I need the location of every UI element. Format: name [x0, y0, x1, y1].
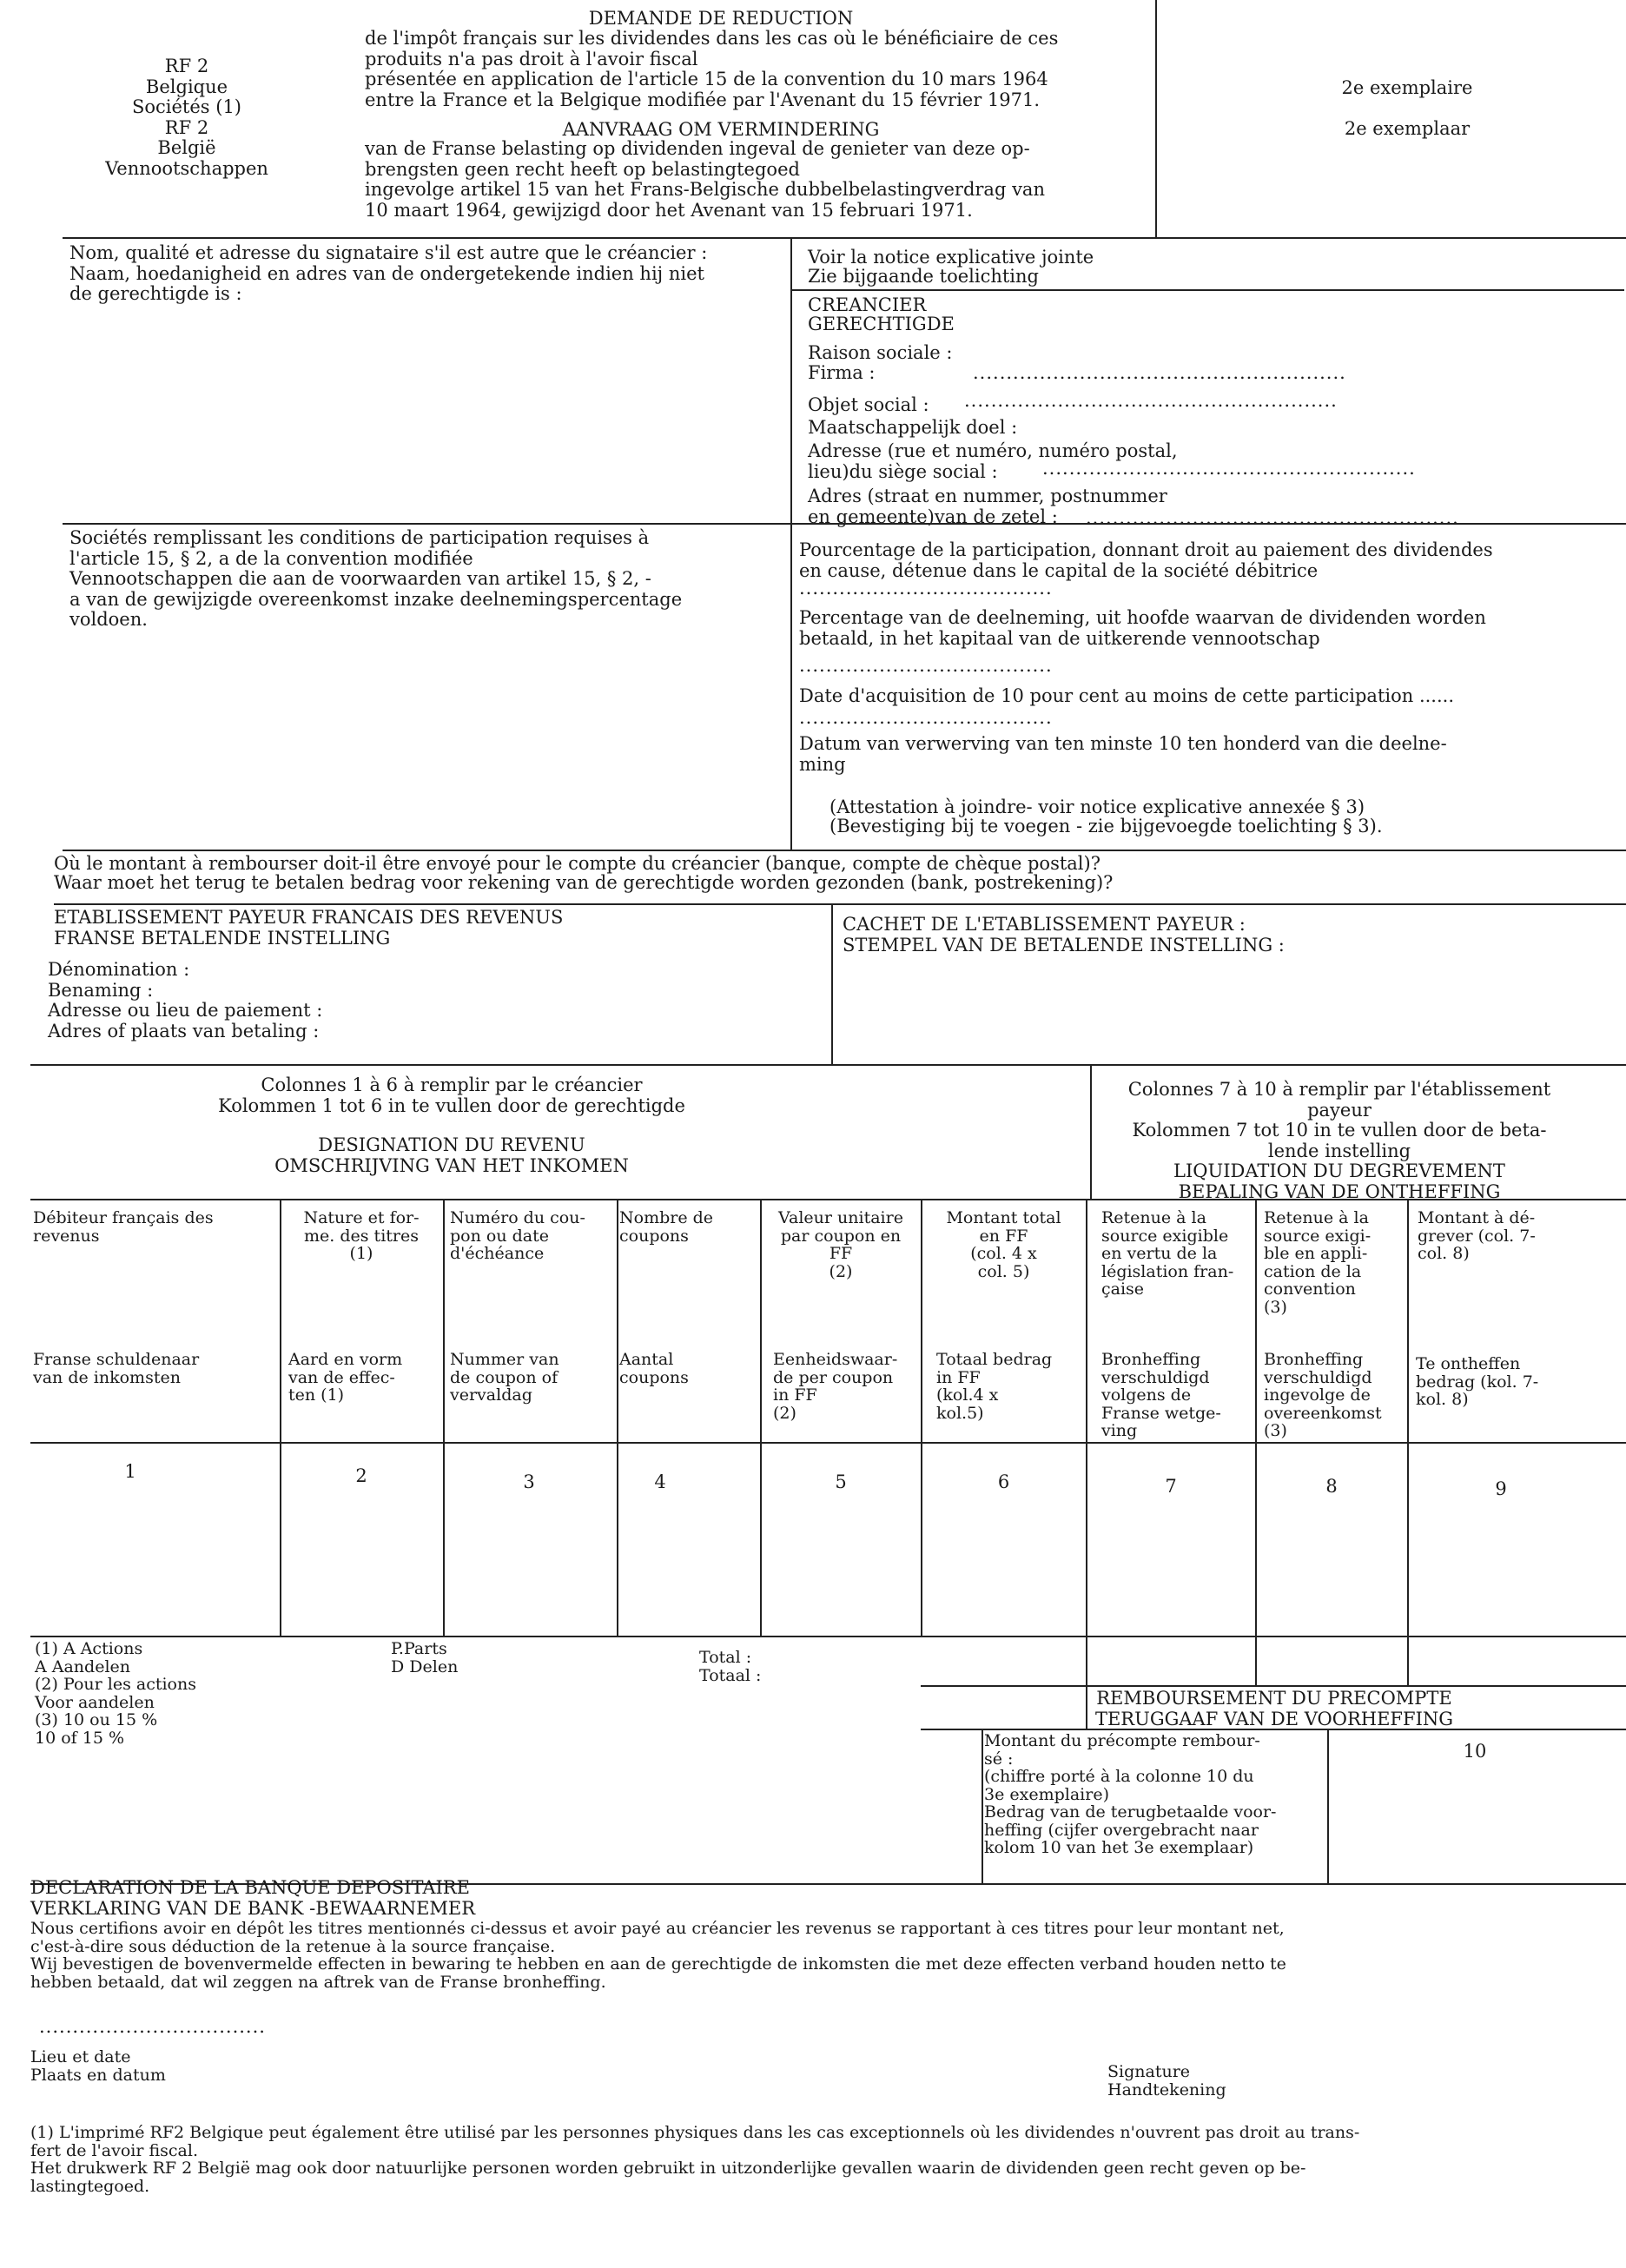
- column-9-number: 9: [1495, 1478, 1507, 1499]
- address-nl-label: Adres (straat en nummer, postnummer en gemeente)van de zetel :: [808, 486, 1167, 527]
- rule-precompte-top: [921, 1685, 1626, 1687]
- form-code-block: [96, 56, 278, 179]
- bank-date-dots: ..................................: [39, 2016, 266, 2037]
- column-3-number: 3: [523, 1471, 535, 1492]
- acquisition-date-fr-dots: ......................................: [799, 707, 1053, 728]
- column-1-header-nl: Franse schuldenaar van de inkomsten: [33, 1350, 200, 1387]
- total-cell-rule: [1255, 1636, 1257, 1685]
- column-rule: [1086, 1199, 1087, 1729]
- participation-pct-nl-dots: ......................................: [799, 655, 1053, 676]
- column-5-header-nl: Eenheidswaar- de per coupon in FF (2): [773, 1350, 898, 1423]
- refund-question-nl: Waar moet het terug te betalen bedrag voor rekening van de gerechtigde worden gezonden (bank, postrekening)?: [54, 872, 1114, 893]
- participation-pct-nl: Percentage van de deelneming, uit hoofde waarvan de dividenden worden betaald, in het kapitaal van de uitkerende vennootschap: [799, 607, 1486, 649]
- form-code-nl: RF 2: [164, 116, 209, 138]
- column-4-header-fr: Nombre de coupons: [619, 1208, 714, 1246]
- rule-refund-top: [63, 850, 1626, 851]
- precompte-left-rule: [982, 1729, 983, 1883]
- payer-fields: Dénomination : Benaming : Adresse ou lieu de paiement : Adres of plaats van betaling :: [48, 959, 323, 1041]
- creditor-columns-note: Colonnes 1 à 6 à remplir par le créancier Kolommen 1 tot 6 in te vullen door de gerechtigde: [218, 1074, 685, 1116]
- firma-label: Firma :: [808, 362, 876, 383]
- column-4-header-nl: Aantal coupons: [619, 1350, 689, 1387]
- attestation-fr: (Attestation à joindre- voir notice explicative annexée § 3): [830, 797, 1365, 817]
- column-rule: [280, 1199, 281, 1636]
- rule-table-top: [30, 1064, 1626, 1066]
- column-8-header-nl: Bronheffing verschuldigd ingevolge de overeenkomst (3): [1264, 1350, 1382, 1441]
- rule-notice: [790, 289, 1624, 291]
- creditor-title-nl: GERECHTIGDE: [808, 314, 955, 334]
- creditor-title-fr: CREANCIER: [808, 294, 927, 315]
- header-text-nl: van de Franse belasting op dividenden ingeval de genieter van deze op- brengsten geen recht heeft op belastingtegoed ingevolge artikel 15 van het Frans-Belgische dubbelbelastingverdrag van 10 maart 1964, gewijzigd door het Avenant van 15 februari 1971.: [365, 138, 1045, 221]
- form-type-nl: Vennootschappen: [105, 157, 268, 179]
- form-country-fr: Belgique: [145, 76, 228, 97]
- objet-social-label: Objet social :: [808, 394, 929, 415]
- column-rule: [760, 1199, 762, 1636]
- firma-dots: ........................................................: [973, 362, 1346, 383]
- bottom-footnote: (1) L'imprimé RF2 Belgique peut également être utilisé par les personnes physiques dans les cas exceptionnels où les dividendes n'ouvrent pas droit au trans- fert de l'avoir fiscal. Het drukwerk RF 2 België mag ook door natuurlijke personen worden gebruikt in uitzonderlijke gevallen waarin de dividenden geen recht geven op be- lastingtegoed.: [30, 2123, 1360, 2196]
- column-8-header-fr: Retenue à la source exigi- ble en appli- cation de la convention (3): [1264, 1208, 1372, 1317]
- address-fr-dots: ........................................................: [1042, 458, 1416, 479]
- notice-nl: Zie bijgaande toelichting: [808, 266, 1039, 287]
- header-divider: [1155, 0, 1157, 237]
- column-rule: [443, 1199, 445, 1636]
- column-5-header-fr: Valeur unitaire par coupon en FF (2): [778, 1208, 903, 1281]
- column-9-header-fr: Montant à dé- grever (col. 7- col. 8): [1418, 1208, 1536, 1264]
- footnote-parts: P.Parts D Delen: [391, 1639, 459, 1676]
- rule-payer-divider: [831, 903, 833, 1064]
- copy-label-fr: 2e exemplaire: [1341, 77, 1473, 98]
- title-nl: AANVRAAG OM VERMINDERING: [562, 119, 880, 140]
- column-3-header-nl: Nummer van de coupon of vervaldag: [450, 1350, 559, 1405]
- participation-pct-fr-dots: ......................................: [799, 578, 1053, 598]
- participation-conditions: Sociétés remplissant les conditions de participation requises à l'article 15, § 2, a de la convention modifiée Vennootschappen die aan de voorwaarden van artikel 15, § 2, - a van de gewijzigde overeenkomst inzake deelnemingspercentage voldoen.: [69, 527, 683, 631]
- column-2-number: 2: [355, 1465, 367, 1486]
- total-label: Total : Totaal :: [699, 1648, 762, 1685]
- rule-mid-1: [790, 237, 792, 850]
- form-country-nl: België: [157, 137, 216, 159]
- place-date-label: Lieu et date Plaats en datum: [30, 2047, 166, 2085]
- column-9-header-nl: Te ontheffen bedrag (kol. 7- kol. 8): [1416, 1354, 1539, 1410]
- rule-precompte-header: [921, 1729, 1626, 1730]
- column-7-header-nl: Bronheffing verschuldigd volgens de Franse wetge- ving: [1101, 1350, 1221, 1441]
- objet-social-dots: ........................................................: [964, 390, 1338, 411]
- participation-pct-fr: Pourcentage de la participation, donnant droit au paiement des dividendes en cause, détenue dans le capital de la société débitrice: [799, 539, 1493, 581]
- notice-fr: Voir la notice explicative jointe: [808, 247, 1094, 268]
- column-6-number: 6: [997, 1471, 1010, 1492]
- header-text-fr: de l'impôt français sur les dividendes dans les cas où le bénéficiaire de ces produits n'a pas droit à l'avoir fiscal présentée en application de l'article 15 de la convention du 10 mars 1964 entre la France et la Belgique modifiée par l'Avenant du 15 février 1971.: [365, 28, 1059, 110]
- total-cell-rule: [1407, 1636, 1409, 1685]
- column-8-number: 8: [1325, 1476, 1338, 1497]
- rule-header-bottom: [63, 237, 1626, 239]
- title-fr: DEMANDE DE REDUCTION: [588, 8, 854, 29]
- column-1-header-fr: Débiteur français des revenus: [33, 1208, 214, 1246]
- signature-label: Signature Handtekening: [1107, 2062, 1226, 2099]
- rule-columns-top: [30, 1199, 1626, 1200]
- address-nl-dots: ........................................................: [1086, 507, 1459, 528]
- precompte-text: Montant du précompte rembour- sé : (chiffre porté à la colonne 10 du 3e exemplaire) Bedrag van de terugbetaalde voor- heffing (cijfer overgebracht naar kolom 10 van het 3e exemplaar): [984, 1731, 1277, 1858]
- bank-title: DECLARATION DE LA BANQUE DEPOSITAIRE VERKLARING VAN DE BANK -BEWAARNEMER: [30, 1877, 476, 1919]
- raison-sociale-label: Raison sociale :: [808, 342, 953, 363]
- column-rule: [921, 1199, 922, 1636]
- bank-declaration-text: Nous certifions avoir en dépôt les titres mentionnés ci-dessus et avoir payé au créancier les revenus se rapportant à ces titres pour leur montant net, c'est-à-dire sous déduction de la retenue à la source française. Wij bevestigen de bovenvermelde effecten in bewaring te hebben en aan de gerechtigde de inkomsten die met deze effecten verband houden netto te hebben betaald, dat wil zeggen na aftrek van de Franse bronheffing.: [30, 1919, 1286, 1992]
- footnotes-legend: (1) A Actions A Aandelen (2) Pour les actions Voor aandelen (3) 10 ou 15 % 10 of 15 %: [35, 1639, 196, 1748]
- attestation-nl: (Bevestiging bij te voegen - zie bijgevoegde toelichting § 3).: [830, 816, 1383, 836]
- column-2-header-nl: Aard en vorm van de effec- ten (1): [288, 1350, 403, 1405]
- column-3-header-fr: Numéro du cou- pon ou date d'échéance: [450, 1208, 585, 1264]
- rule-column-numbers: [30, 1442, 1626, 1444]
- rule-participation-top: [63, 523, 1626, 525]
- rule-columns-bottom: [30, 1636, 1626, 1637]
- column-6-header-nl: Totaal bedrag in FF (kol.4 x kol.5): [936, 1350, 1053, 1423]
- column-2-header-fr: Nature et for- me. des titres (1): [303, 1208, 420, 1264]
- column-4-number: 4: [654, 1471, 666, 1492]
- column-7-number: 7: [1165, 1476, 1177, 1497]
- payer-columns-note-fr: Colonnes 7 à 10 à remplir par l'établissement payeur: [1127, 1079, 1551, 1121]
- acquisition-date-nl: Datum van verwerving van ten minste 10 ten honderd van die deelne- ming: [799, 733, 1447, 775]
- form-code-fr: RF 2: [164, 56, 209, 76]
- column-rule: [1407, 1199, 1409, 1636]
- column-rule: [1255, 1199, 1257, 1636]
- column-6-header-fr: Montant total en FF (col. 4 x col. 5): [946, 1208, 1061, 1281]
- column-rule: [617, 1199, 618, 1636]
- doel-label: Maatschappelijk doel :: [808, 417, 1018, 438]
- precompte-column-number: 10: [1463, 1741, 1487, 1762]
- acquisition-date-fr: Date d'acquisition de 10 pour cent au moins de cette participation ......: [799, 685, 1455, 706]
- column-7-header-fr: Retenue à la source exigible en vertu de la législation fran- çaise: [1101, 1208, 1234, 1299]
- precompte-title: REMBOURSEMENT DU PRECOMPTE TERUGGAAF VAN DE VOORHEFFING: [1094, 1688, 1454, 1729]
- form-type-fr: Sociétés (1): [132, 96, 241, 118]
- payer-stamp-label: CACHET DE L'ETABLISSEMENT PAYEUR : STEMPEL VAN DE BETALENDE INSTELLING :: [843, 914, 1285, 955]
- designation-title: DESIGNATION DU REVENU OMSCHRIJVING VAN HET INKOMEN: [274, 1134, 629, 1176]
- rule-payer-top: [54, 903, 1626, 905]
- payer-title: ETABLISSEMENT PAYEUR FRANCAIS DES REVENUS FRANSE BETALENDE INSTELLING: [54, 907, 564, 949]
- column-1-number: 1: [124, 1461, 136, 1482]
- address-fr-label: Adresse (rue et numéro, numéro postal, lieu)du siège social :: [808, 440, 1178, 482]
- payer-columns-note-nl: Kolommen 7 tot 10 in te vullen door de beta- lende instelling: [1132, 1120, 1547, 1161]
- copy-label-nl: 2e exemplaar: [1344, 118, 1471, 139]
- liquidation-title: LIQUIDATION DU DEGREVEMENT BEPALING VAN DE ONTHEFFING: [1173, 1160, 1505, 1202]
- rule-liquidation-left: [1090, 1064, 1092, 1199]
- signatory-label: Nom, qualité et adresse du signataire s'il est autre que le créancier : Naam, hoedanigheid en adres van de ondergetekende indien hij niet de gerechtigde is :: [69, 242, 708, 305]
- refund-question-fr: Où le montant à rembourser doit-il être envoyé pour le compte du créancier (banque, compte de chèque postal)?: [54, 853, 1101, 874]
- column-5-number: 5: [835, 1471, 847, 1492]
